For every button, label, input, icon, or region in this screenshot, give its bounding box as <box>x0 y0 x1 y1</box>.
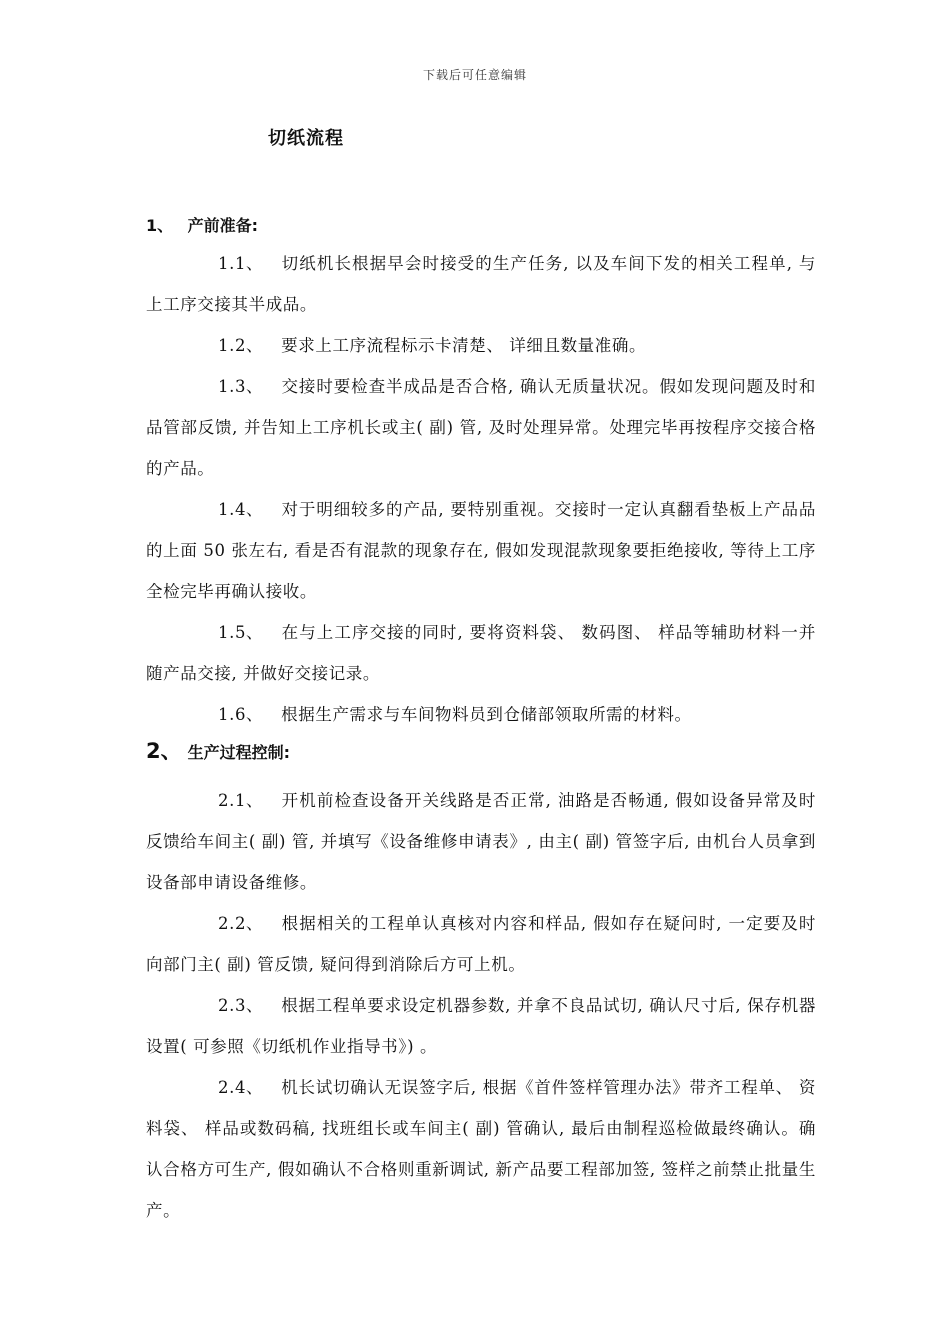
paragraph <box>146 612 816 694</box>
paragraph-text: 在与上工序交接的同时, 要将资料袋、 数码图、 样品等辅助材料一并随产品交接, 并做好交接记录。 <box>146 623 816 683</box>
paragraph <box>146 694 816 735</box>
paragraph-number: 2.4、 <box>218 1078 264 1097</box>
section-number: 1、 <box>146 216 174 235</box>
paragraph-text: 要求上工序流程标示卡清楚、 详细且数量准确。 <box>281 336 647 355</box>
paragraph <box>146 366 816 489</box>
paragraph-number: 1.6、 <box>218 705 264 724</box>
paragraph-text: 根据工程单要求设定机器参数, 并拿不良品试切, 确认尺寸后, 保存机器设置( 可参照《切纸机作业指导书》) 。 <box>146 996 816 1056</box>
paragraph-number: 1.3、 <box>218 377 264 396</box>
paragraph-text: 根据生产需求与车间物料员到仓储部领取所需的材料。 <box>281 705 692 724</box>
paragraph-text: 开机前检查设备开关线路是否正常, 油路是否畅通, 假如设备异常及时反馈给车间主( 副) 管, 并填写《设备维修申请表》, 由主( 副) 管签字后, 由机台人员拿到设备部申请设备维修。 <box>146 791 816 892</box>
section-heading-2 <box>146 735 290 765</box>
paragraph <box>146 489 816 612</box>
paragraph <box>146 903 816 985</box>
paragraph-text: 对于明细较多的产品, 要特别重视。交接时一定认真翻看垫板上产品品的上面 50 张左右, 看是否有混款的现象存在, 假如发现混款现象要拒绝接收, 等待上工序全检完毕再确认接收。 <box>146 500 816 601</box>
paragraph <box>146 325 816 366</box>
section-body-2 <box>146 780 816 1231</box>
page-title: 切纸流程 <box>268 128 344 149</box>
section-number: 2、 <box>146 739 182 763</box>
paragraph <box>146 780 816 903</box>
paragraph-number: 1.2、 <box>218 336 264 355</box>
section-heading-1 <box>146 213 258 236</box>
paragraph <box>146 1067 816 1231</box>
paragraph <box>146 243 816 325</box>
paragraph-text: 切纸机长根据早会时接受的生产任务, 以及车间下发的相关工程单, 与上工序交接其半成品。 <box>146 254 816 314</box>
section-title: 产前准备: <box>187 216 258 235</box>
paragraph-number: 1.4、 <box>218 500 264 519</box>
paragraph-number: 1.5、 <box>218 623 264 642</box>
paragraph-number: 2.1、 <box>218 791 264 810</box>
section-body-1 <box>146 243 816 735</box>
paragraph-number: 2.3、 <box>218 996 264 1015</box>
paragraph <box>146 985 816 1067</box>
header-note: 下载后可任意编辑 <box>422 68 527 82</box>
paragraph-text: 交接时要检查半成品是否合格, 确认无质量状况。假如发现问题及时和品管部反馈, 并告知上工序机长或主( 副) 管, 及时处理异常。处理完毕再按程序交接合格的产品。 <box>146 377 816 478</box>
paragraph-number: 1.1、 <box>218 254 264 273</box>
paragraph-text: 机长试切确认无误签字后, 根据《首件签样管理办法》带齐工程单、 资料袋、 样品或数码稿, 找班组长或车间主( 副) 管确认, 最后由制程巡检做最终确认。确认合格方可生产, 假如确认不合格则重新调试, 新产品要工程部加签, 签样之前禁止批量生产。 <box>146 1078 816 1220</box>
paragraph-number: 2.2、 <box>218 914 264 933</box>
paragraph-text: 根据相关的工程单认真核对内容和样品, 假如存在疑问时, 一定要及时向部门主( 副) 管反馈, 疑问得到消除后方可上机。 <box>146 914 816 974</box>
section-title: 生产过程控制: <box>187 743 290 762</box>
